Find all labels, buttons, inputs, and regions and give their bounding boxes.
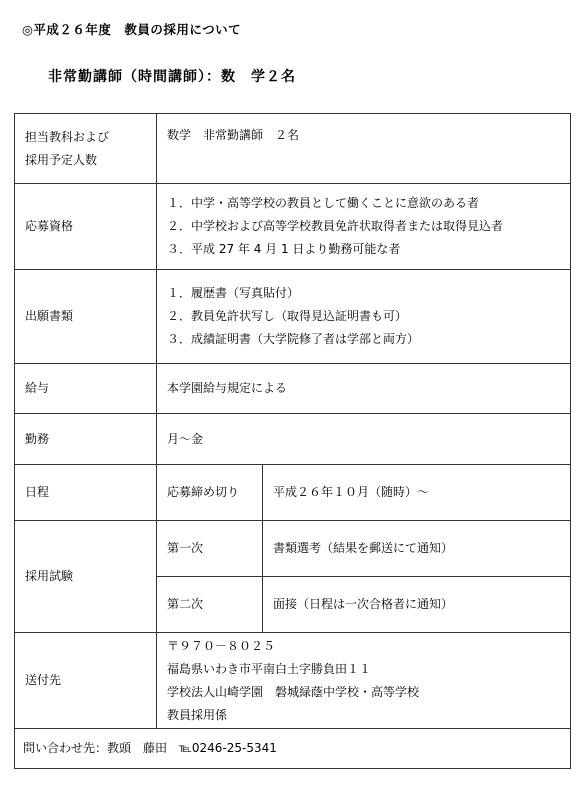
document-item: ２．教員免許状写し（取得見込証明書も可） — [167, 309, 408, 323]
subject-value: 数学 非常勤講師 ２名 — [157, 114, 571, 184]
row-exam-first — [15, 521, 571, 577]
row-send-to — [15, 633, 571, 729]
row-schedule — [15, 465, 571, 521]
row-workdays — [15, 414, 571, 465]
send-to-address — [157, 633, 571, 729]
exam-label: 採用試験 — [15, 521, 157, 633]
subject-label-line1: 担当教科および — [25, 129, 110, 144]
qualification-item: ２．中学校および高等学校教員免許状取得者または取得見込者 — [167, 219, 504, 233]
row-subject — [15, 114, 571, 184]
exam-first-value: 書類選考（結果を郵送にて通知） — [263, 521, 571, 577]
qualifications-label: 応募資格 — [15, 184, 157, 270]
qualification-item: １．中学・高等学校の教員として働くことに意欲のある者 — [167, 196, 480, 210]
recruitment-table — [14, 113, 571, 769]
document-item: ３．成績証明書（大学院修了者は学部と両方） — [167, 332, 420, 346]
position-title: 非常勤講師（時間講師）：数 学２名 — [48, 69, 296, 85]
row-qualifications — [15, 184, 571, 270]
row-salary — [15, 364, 571, 414]
schedule-label: 日程 — [15, 465, 157, 521]
contact-info: 問い合わせ先：教頭 藤田 ℡0246-25-5341 — [15, 729, 571, 769]
subject-label — [15, 114, 157, 184]
exam-second-label: 第二次 — [157, 577, 263, 633]
address-line: 教員採用係 — [167, 707, 228, 722]
page-heading: ◎平成２６年度 教員の採用について — [22, 22, 242, 37]
workdays-value: 月～金 — [157, 414, 571, 465]
send-to-label: 送付先 — [15, 633, 157, 729]
salary-value: 本学園給与規定による — [157, 364, 571, 414]
qualifications-list — [157, 184, 571, 270]
row-contact — [15, 729, 571, 769]
salary-label: 給与 — [15, 364, 157, 414]
workdays-label: 勤務 — [15, 414, 157, 465]
schedule-sublabel: 応募締め切り — [157, 465, 263, 521]
subject-label-line2: 採用予定人数 — [25, 152, 98, 167]
exam-first-label: 第一次 — [157, 521, 263, 577]
exam-second-value: 面接（日程は一次合格者に通知） — [263, 577, 571, 633]
documents-list — [157, 270, 571, 364]
address-line: 学校法人山崎学園 磐城緑蔭中学校・高等学校 — [167, 684, 420, 699]
document-item: １．履歴書（写真貼付） — [167, 286, 300, 300]
schedule-value: 平成２６年１０月（随時）～ — [263, 465, 571, 521]
documents-label: 出願書類 — [15, 270, 157, 364]
row-documents — [15, 270, 571, 364]
address-line: 〒９７０－８０２５ — [167, 638, 276, 653]
address-line: 福島県いわき市平南白土字勝負田１１ — [167, 661, 372, 676]
qualification-item: ３．平成 27 年 4 月 1 日より勤務可能な者 — [167, 242, 401, 256]
